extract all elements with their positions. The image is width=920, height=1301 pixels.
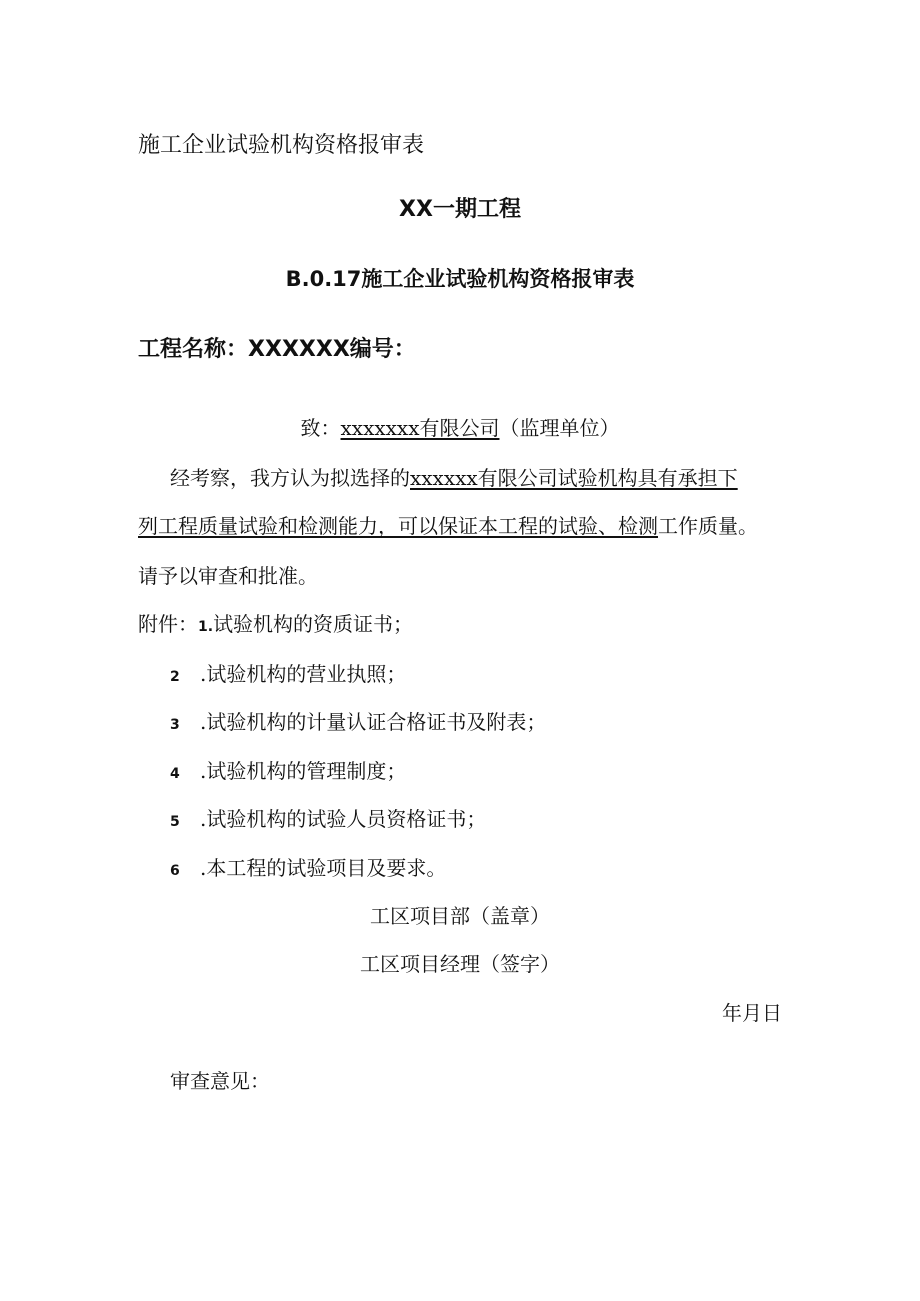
form-title-text: 施工企业试验机构资格报审表 (361, 267, 635, 291)
seal-line: 工区项目部（盖章） (370, 904, 550, 928)
body-line-2 (138, 510, 758, 539)
body-line-2-text-a: 列工程质量试验和检测能力，可以保证本工程的试验、检测 (138, 514, 658, 538)
addressee-company: xxxxxxx有限公司 (340, 416, 500, 440)
attachment-number: 2 (170, 669, 180, 685)
body-line-3: 请予以审查和批准。 (138, 564, 318, 588)
date-line: 年月日 (722, 1001, 782, 1025)
addressee-suffix: （监理单位） (499, 416, 620, 440)
attachment-number: 3 (170, 717, 180, 733)
attachment-item-4 (170, 755, 406, 784)
addressee-prefix: 致： (300, 416, 341, 440)
project-name-label: 工程名称： (138, 337, 249, 362)
body-line-1-text-b: xxxxxx有限公司试验机构具有承担下 (410, 466, 738, 490)
attachment-number: 1. (198, 619, 214, 635)
document-heading: 施工企业试验机构资格报审表 (138, 133, 425, 158)
body-line-1-text-a: 经考察，我方认为拟选择的 (170, 466, 410, 490)
attachment-item-2 (170, 658, 406, 687)
manager-signature-line: 工区项目经理（签字） (360, 952, 560, 976)
attachment-text: .试验机构的试验人员资格证书； (200, 807, 487, 831)
form-code: B.0.17 (285, 267, 362, 291)
attachment-text: .试验机构的计量认证合格证书及附表； (200, 710, 547, 734)
attachment-text: .试验机构的营业执照； (200, 662, 407, 686)
body-line-1 (170, 462, 738, 491)
attachment-text: .试验机构的管理制度； (200, 759, 407, 783)
attachment-item-1 (138, 608, 413, 637)
attachment-item-6 (170, 852, 446, 881)
attachment-item-5 (170, 803, 486, 832)
body-line-2-text-b: 工作质量。 (658, 514, 758, 538)
attachment-item-3 (170, 706, 546, 735)
project-name-line (138, 332, 416, 363)
project-name-value: XXXXXX (248, 337, 350, 362)
attachment-number: 4 (170, 766, 180, 782)
review-opinion-label: 审查意见： (170, 1069, 270, 1093)
form-title (0, 263, 920, 293)
attachment-text: .本工程的试验项目及要求。 (200, 856, 447, 880)
addressee-line (0, 412, 920, 441)
project-title: XX一期工程 (399, 197, 521, 222)
attachment-number: 5 (170, 814, 180, 830)
project-number-label: 编号： (349, 337, 416, 362)
attachment-number: 6 (170, 863, 180, 879)
attachment-text: 试验机构的资质证书； (213, 612, 414, 636)
attachments-label: 附件： (138, 612, 198, 636)
